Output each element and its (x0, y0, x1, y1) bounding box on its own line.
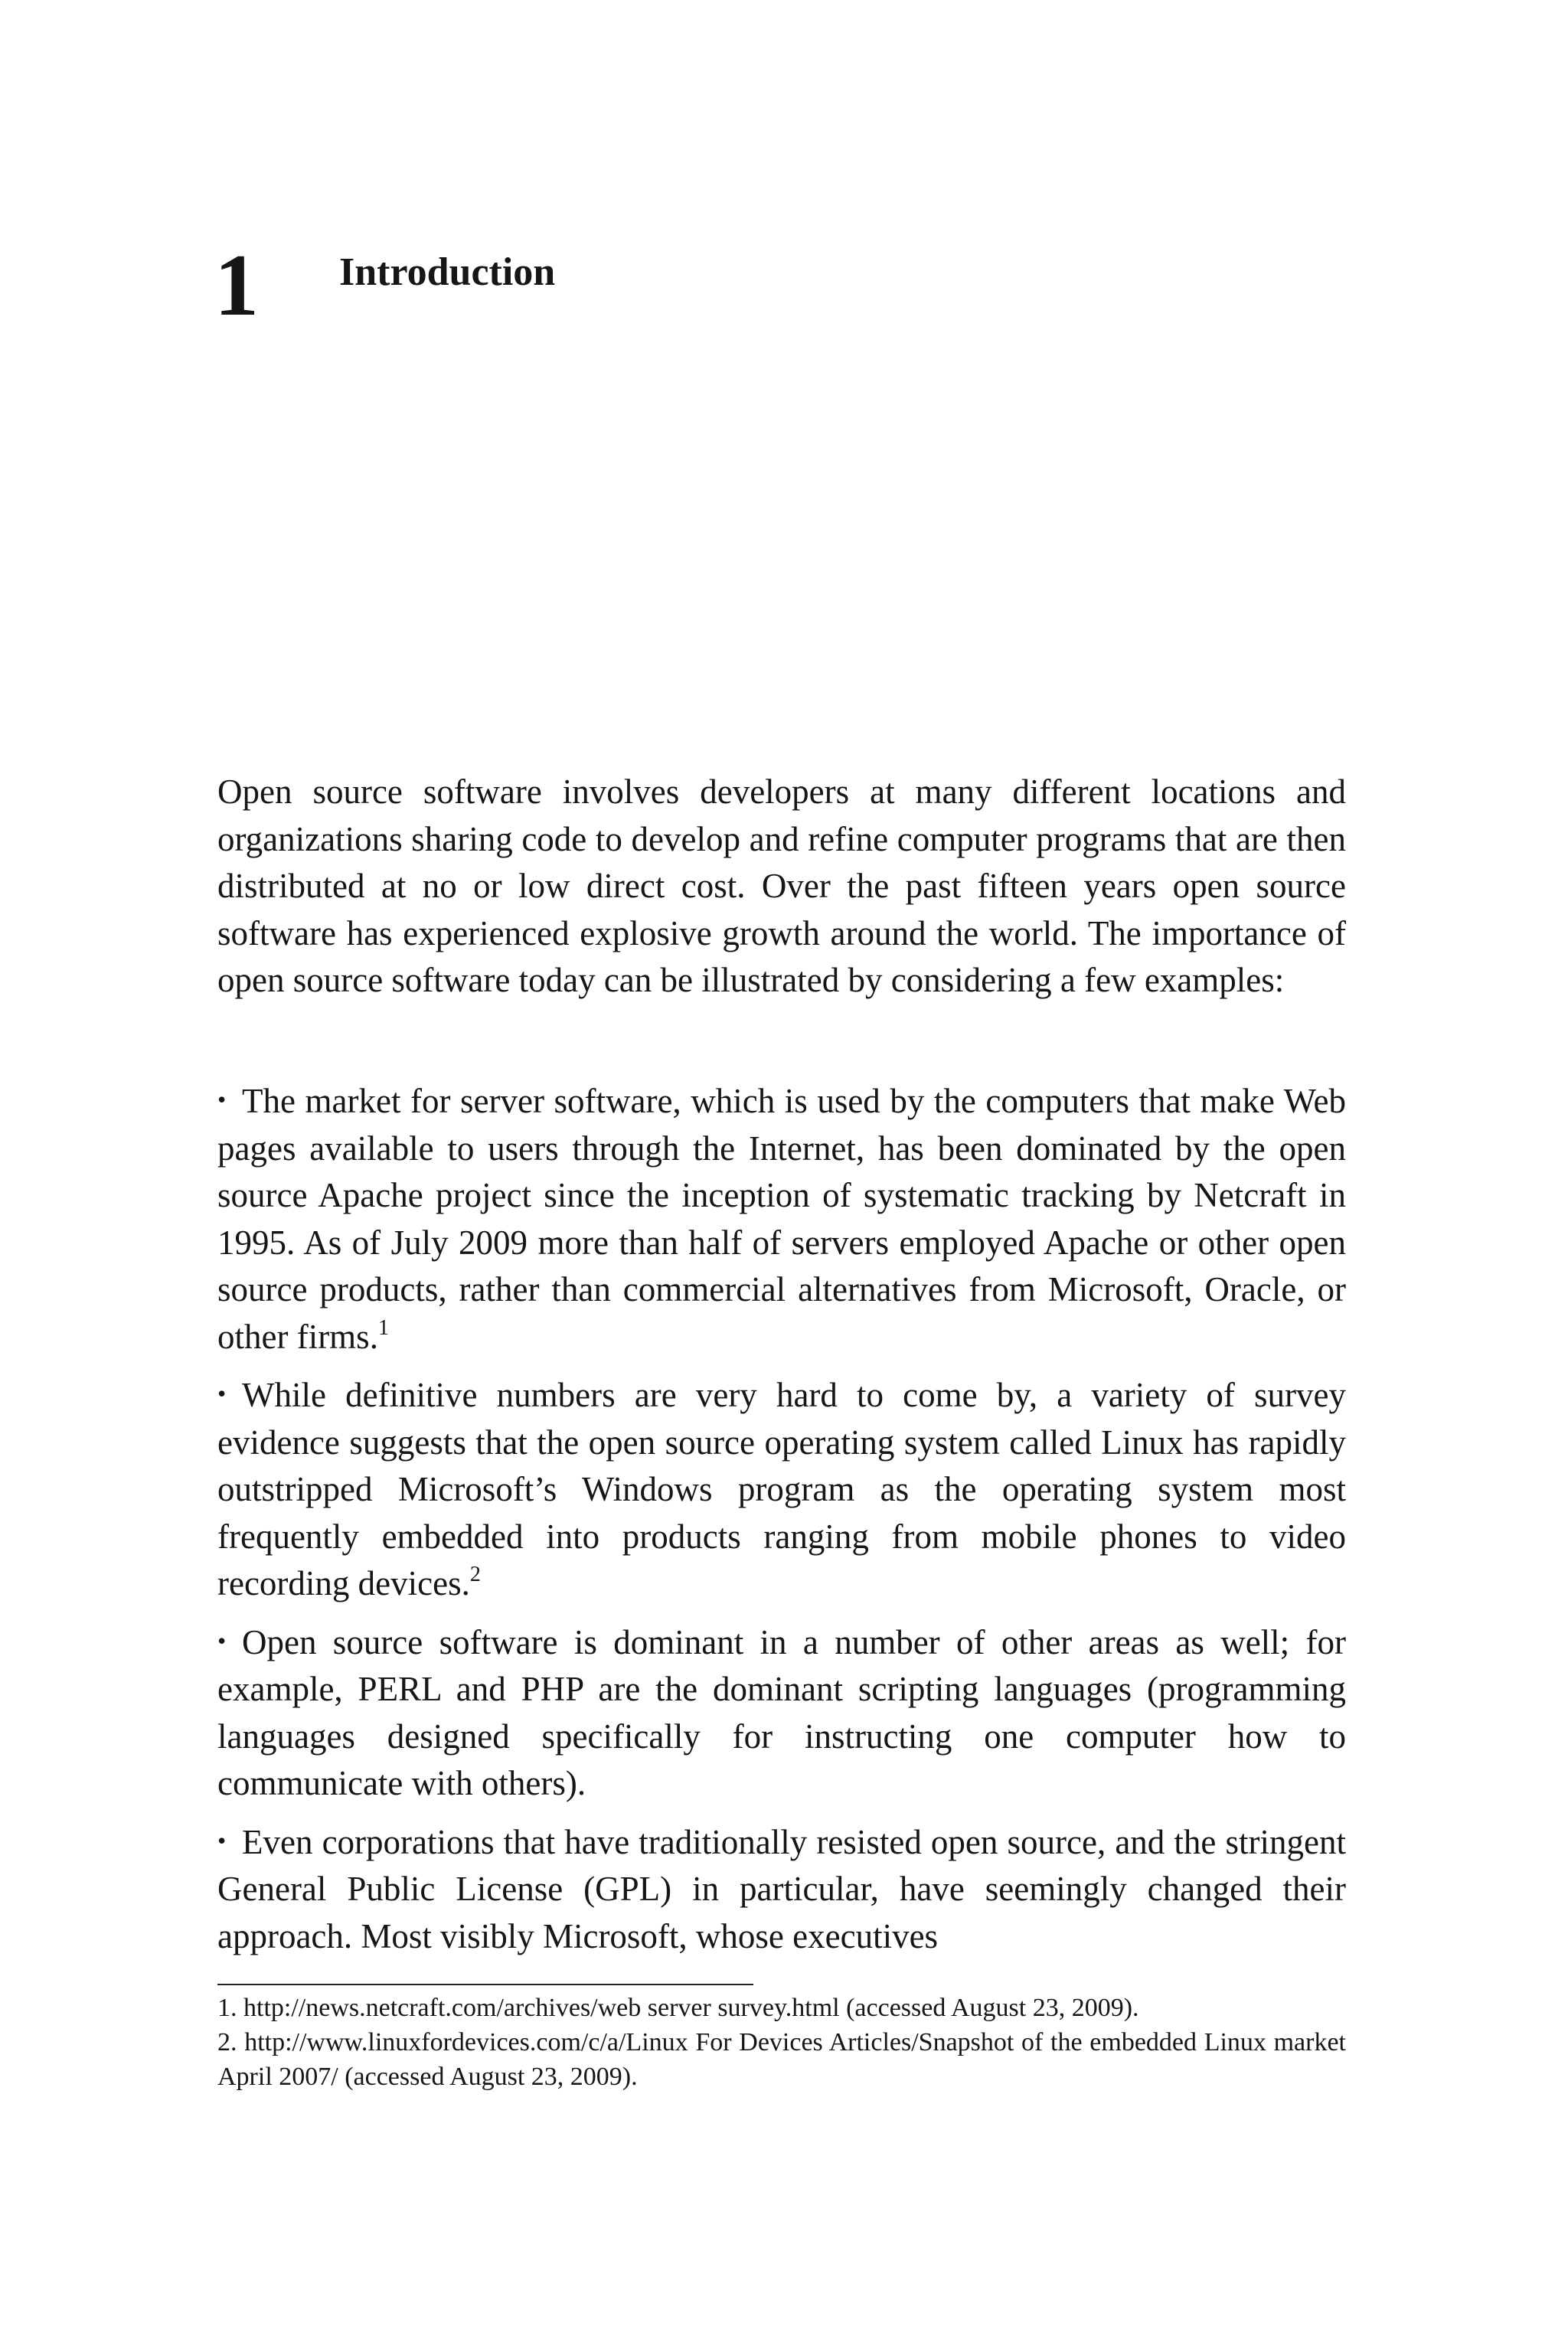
bullet-icon: • (217, 1626, 227, 1655)
chapter-title: Introduction (339, 250, 556, 294)
intro-paragraph: Open source software involves developers at many different locations and organizations sharing code to develop and refine computer programs that are then distributed at no or low direct cost. Over the past fifteen years open source software has experienced explosive growth around the world. The importance of open source software today can be illustrated by considering a few examples: (217, 773, 1346, 999)
footnote-reference[interactable]: 2 (469, 1563, 481, 1586)
list-item (217, 1818, 1346, 1961)
footnote-2: 2. http://www.linuxfordevices.com/c/a/Linux For Devices Articles/Snapshot of the embedded Linux market April 2007/ (accessed August 23, 2009). (217, 2028, 1346, 2091)
list-item-text: Even corporations that have traditionally resisted open source, and the stringent General Public License (GPL) in particular, have seemingly changed their approach. Most visibly Microsoft, whose executives (217, 1822, 1346, 1955)
footnotes (217, 1991, 1346, 2094)
list-item (217, 1618, 1346, 1808)
bullet-icon: • (217, 1086, 227, 1113)
list-item (217, 1370, 1346, 1608)
footnote-1: 1. http://news.netcraft.com/archives/web server survey.html (accessed August 23, 2009). (217, 1994, 1139, 2022)
footnote-divider (217, 1984, 753, 1985)
list-item (217, 1076, 1346, 1361)
chapter-number: 1 (214, 237, 259, 335)
list-item-text: The market for server software, which is used by the computers that make Web pages available to users through the Internet, has been dominated by the open source Apache project since the inception of systematic tracking by Netcraft in 1995. As of July 2009 more than half of servers employed Apache or other open source products, rather than commercial alternatives from Microsoft, Oracle, or other firms. (217, 1082, 1346, 1356)
bullet-icon: • (217, 1826, 227, 1854)
bullet-icon: • (217, 1380, 227, 1407)
examples-list (217, 1076, 1346, 1970)
footnote-reference[interactable]: 1 (377, 1315, 389, 1340)
list-item-text: While definitive numbers are very hard to come by, a variety of survey evidence suggests that the open source operating system called Linux has rapidly outstripped Microsoft’s Windows program as the operating system most frequently embedded into products ranging from mobile phones to video recording devices. (217, 1376, 1346, 1602)
list-item-text: Open source software is dominant in a number of other areas as well; for example, PERL and PHP are the dominant scripting languages (programming languages designed specifically for instructing one computer how to communicate with others). (217, 1622, 1346, 1802)
